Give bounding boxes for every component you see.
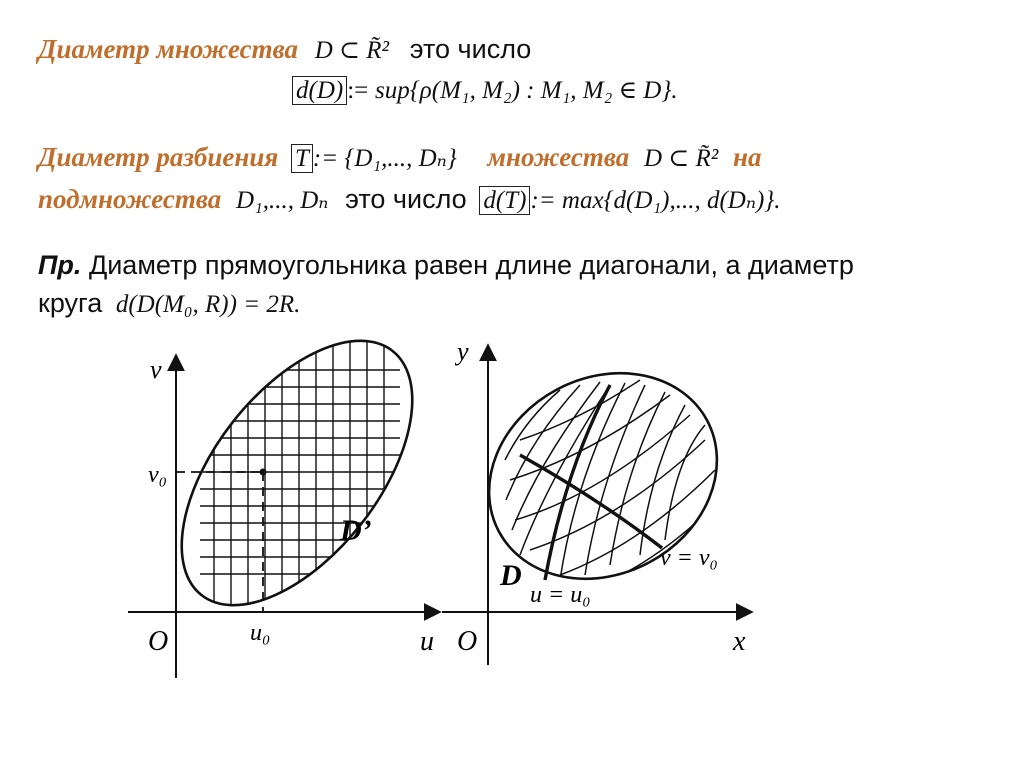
label-u0: u₀: [250, 620, 271, 646]
term-into: на: [733, 142, 762, 172]
term-set-diameter: Диаметр множества: [38, 34, 298, 64]
figure-left: [128, 300, 457, 678]
label-region-D-prime: D’: [340, 514, 372, 547]
assign-symbol: :=: [347, 77, 369, 104]
example-text: Диаметр прямоугольника равен длине диагонали, а диаметр: [88, 250, 854, 280]
label-x-axis: x: [733, 626, 746, 657]
partition-symbol: T: [291, 144, 313, 173]
subsets-expression: D₁,..., Dₙ: [235, 187, 329, 214]
partition-expression: := {D₁,..., Dₙ}: [312, 145, 457, 172]
label-u-axis: u: [420, 626, 434, 657]
label-u-equals-u0: u = u₀: [530, 582, 591, 608]
label-region-D: D: [500, 559, 522, 592]
example-text-2: круга: [38, 288, 103, 318]
region-boundary-left: [137, 300, 457, 645]
point-u0-v0: [260, 469, 267, 476]
definition-text: это число: [409, 34, 532, 64]
formula-lhs-dT: d(T): [479, 186, 530, 215]
definition-text-2: это число: [345, 184, 467, 214]
label-origin-left: O: [148, 626, 169, 657]
term-partition-diameter: Диаметр разбиения: [38, 142, 279, 172]
label-v-axis: v: [150, 355, 162, 384]
label-v-equals-v0: v = v₀: [660, 545, 718, 571]
example-prefix: Пр.: [38, 250, 82, 280]
set-expression: D ⊂ R̃²: [314, 37, 390, 64]
label-origin-right: O: [457, 626, 478, 657]
curve-v-equals-v0: [520, 455, 662, 548]
figure-right: [442, 334, 753, 665]
example-formula: d(D(M₀, R)) = 2R.: [115, 291, 301, 318]
term-subsets: подмножества: [38, 184, 222, 214]
formula-rhs-max: := max{d(D₁),..., d(Dₙ)}.: [530, 187, 781, 214]
term-of-set: множества: [487, 142, 630, 172]
formula-rhs-sup: sup{ρ(M₁, M₂) : M₁, M₂ ∈ D}.: [375, 77, 678, 104]
formula-lhs-dD: d(D): [292, 76, 347, 105]
label-y-axis: y: [457, 337, 469, 366]
set-expression-2: D ⊂ R̃²: [643, 145, 719, 172]
label-v0: v₀: [148, 462, 167, 488]
grid-region-left: [200, 330, 400, 620]
